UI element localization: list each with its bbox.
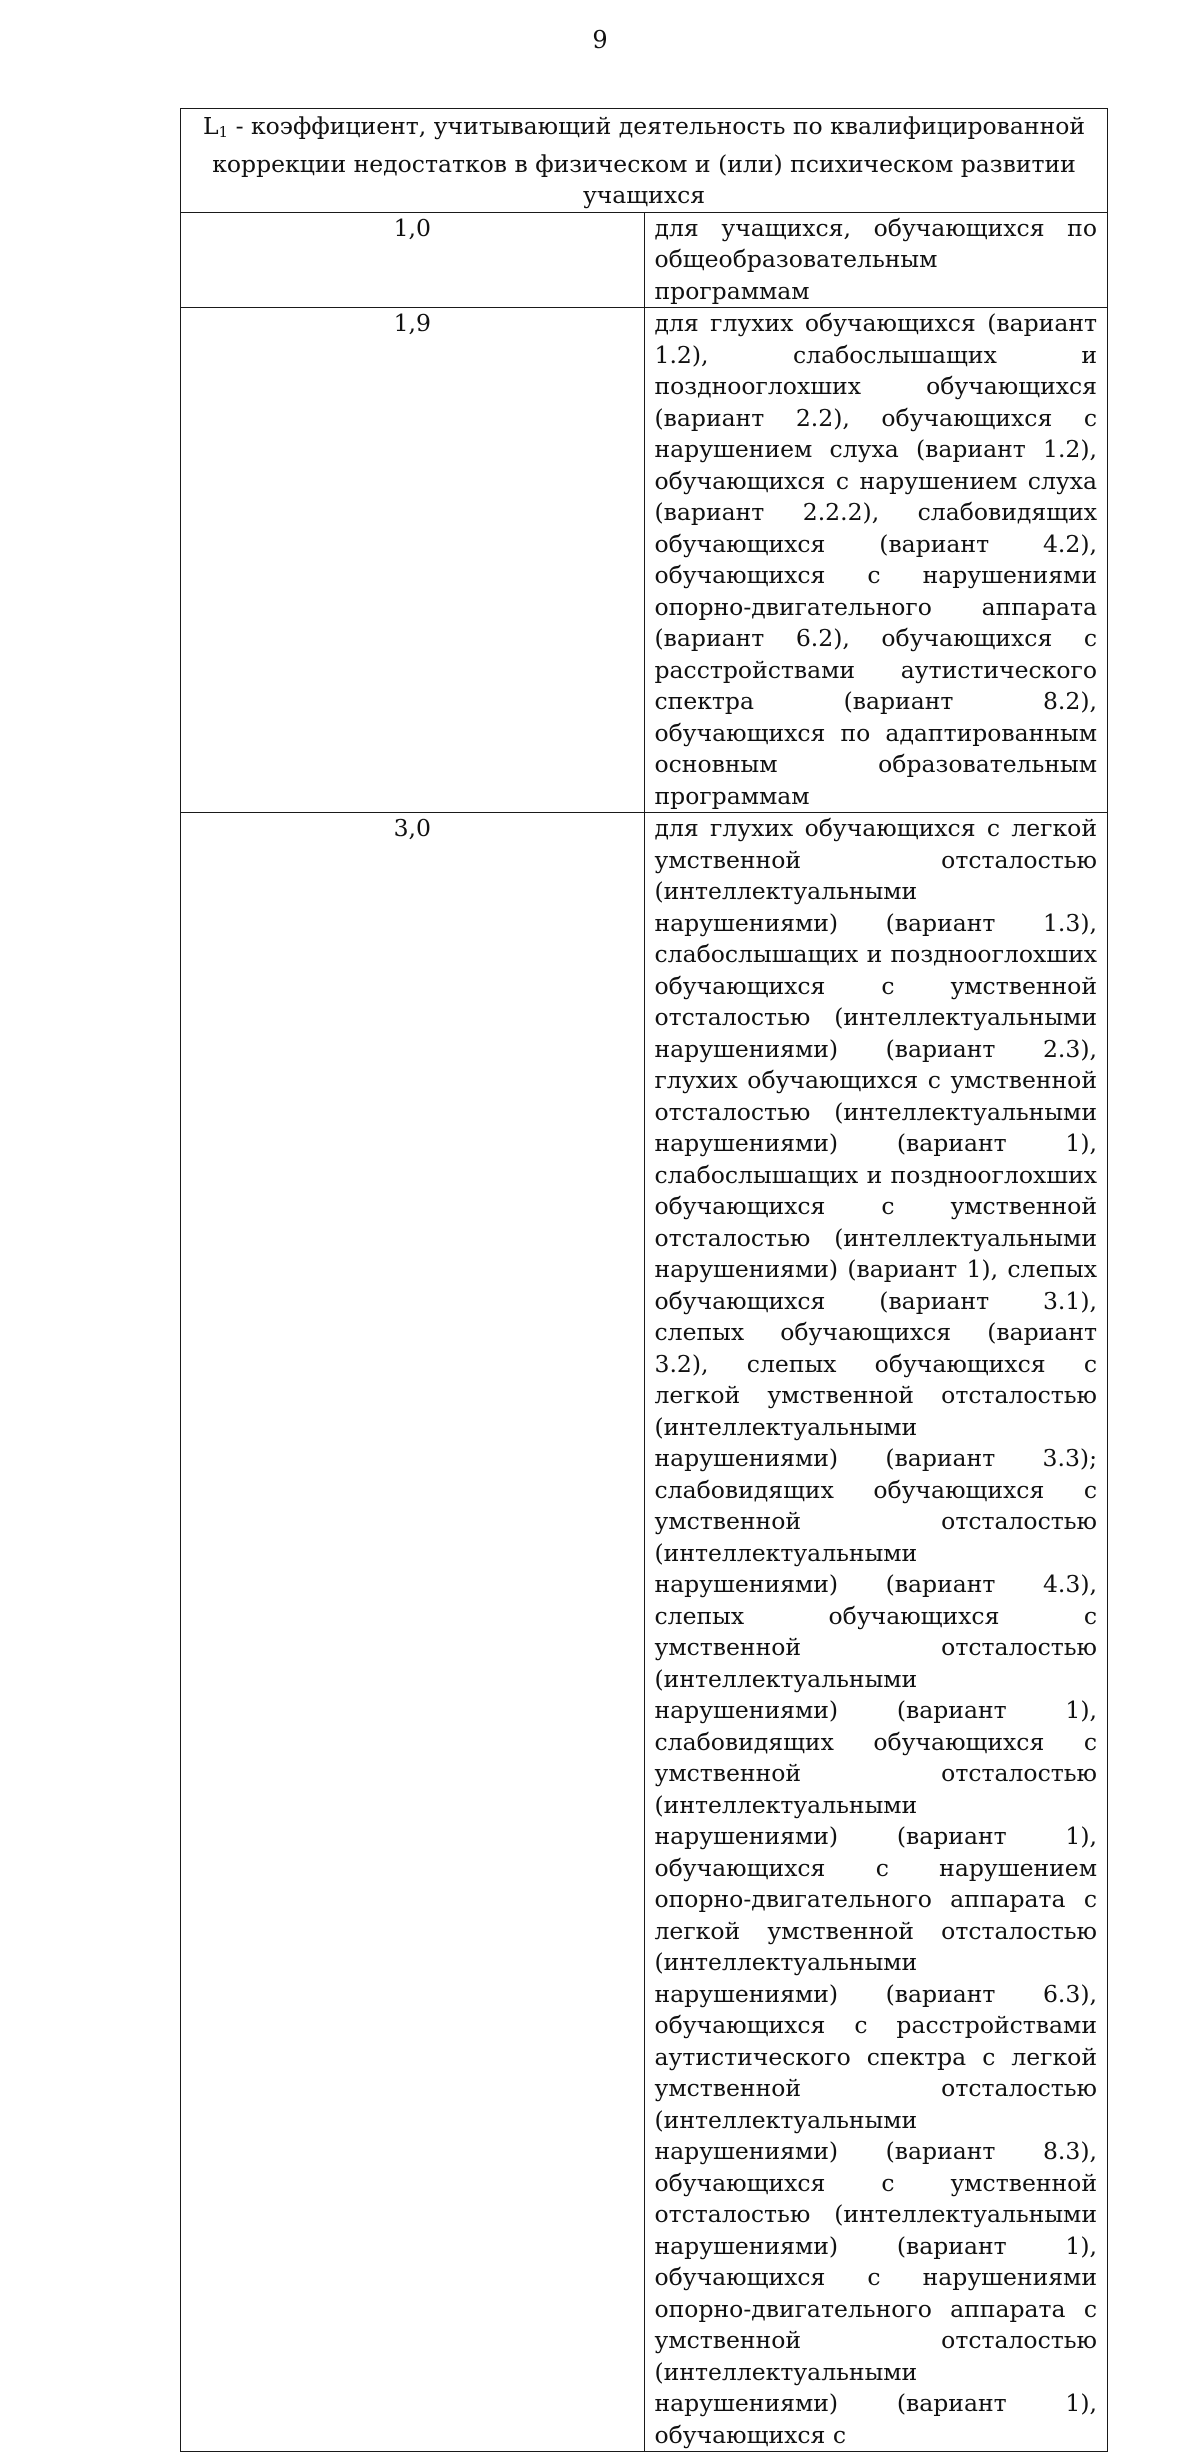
table-row: [181, 308, 1108, 813]
coefficient-value: 3,0: [181, 813, 645, 2452]
coefficient-definition: - коэффициент, учитывающий деятельность по квалифицированной коррекции недостатков в физическом и (или) психическом развитии учащихся: [212, 112, 1086, 209]
table-header-row: [181, 109, 1108, 213]
table-row: [181, 813, 1108, 2452]
coefficient-description: для глухих обучающихся с легкой умственной отсталостью (интеллектуальными нарушениями) (вариант 1.3), слабослышащих и позднооглохших обучающихся с умственной отсталостью (интеллектуальными нарушениями) (вариант 2.3), глухих обучающихся с умственной отсталостью (интеллектуальными нарушениями) (вариант 1), слабослышащих и позднооглохших обучающихся с умственной отсталостью (интеллектуальными нарушениями) (вариант 1), слепых обучающихся (вариант 3.1), слепых обучающихся (вариант 3.2), слепых обучающихся с легкой умственной отсталостью (интеллектуальными нарушениями) (вариант 3.3); слабовидящих обучающихся с умственной отсталостью (интеллектуальными нарушениями) (вариант 4.3), слепых обучающихся с умственной отсталостью (интеллектуальными нарушениями) (вариант 1), слабовидящих обучающихся с умственной отсталостью (интеллектуальными нарушениями) (вариант 1), обучающихся с нарушением опорно-двигательного аппарата с легкой умственной отсталостью (интеллектуальными нарушениями) (вариант 6.3), обучающихся с расстройствами аутистического спектра с легкой умственной отсталостью (интеллектуальными нарушениями) (вариант 8.3), обучающихся с умственной отсталостью (интеллектуальными нарушениями) (вариант 1), обучающихся с нарушениями опорно-двигательного аппарата с умственной отсталостью (интеллектуальными нарушениями) (вариант 1), обучающихся с: [644, 813, 1108, 2452]
page-number: 9: [592, 26, 608, 54]
table-header-cell: [181, 109, 1108, 213]
coefficient-description: для глухих обучающихся (вариант 1.2), слабослышащих и позднооглохших обучающихся (вариант 2.2), обучающихся с нарушением слуха (вариант 1.2), обучающихся с нарушением слуха (вариант 2.2.2), слабовидящих обучающихся (вариант 4.2), обучающихся с нарушениями опорно-двигательного аппарата (вариант 6.2), обучающихся с расстройствами аутистического спектра (вариант 8.2), обучающихся по адаптированным основным образовательным программам: [644, 308, 1108, 813]
coefficient-value: 1,0: [181, 212, 645, 308]
coefficient-symbol: L: [202, 112, 219, 140]
coefficient-table: [180, 108, 1108, 2452]
table-row: [181, 212, 1108, 308]
coefficient-description: для учащихся, обучающихся по общеобразовательным программам: [644, 212, 1108, 308]
coefficient-value: 1,9: [181, 308, 645, 813]
coefficient-symbol-subscript: 1: [218, 123, 229, 141]
